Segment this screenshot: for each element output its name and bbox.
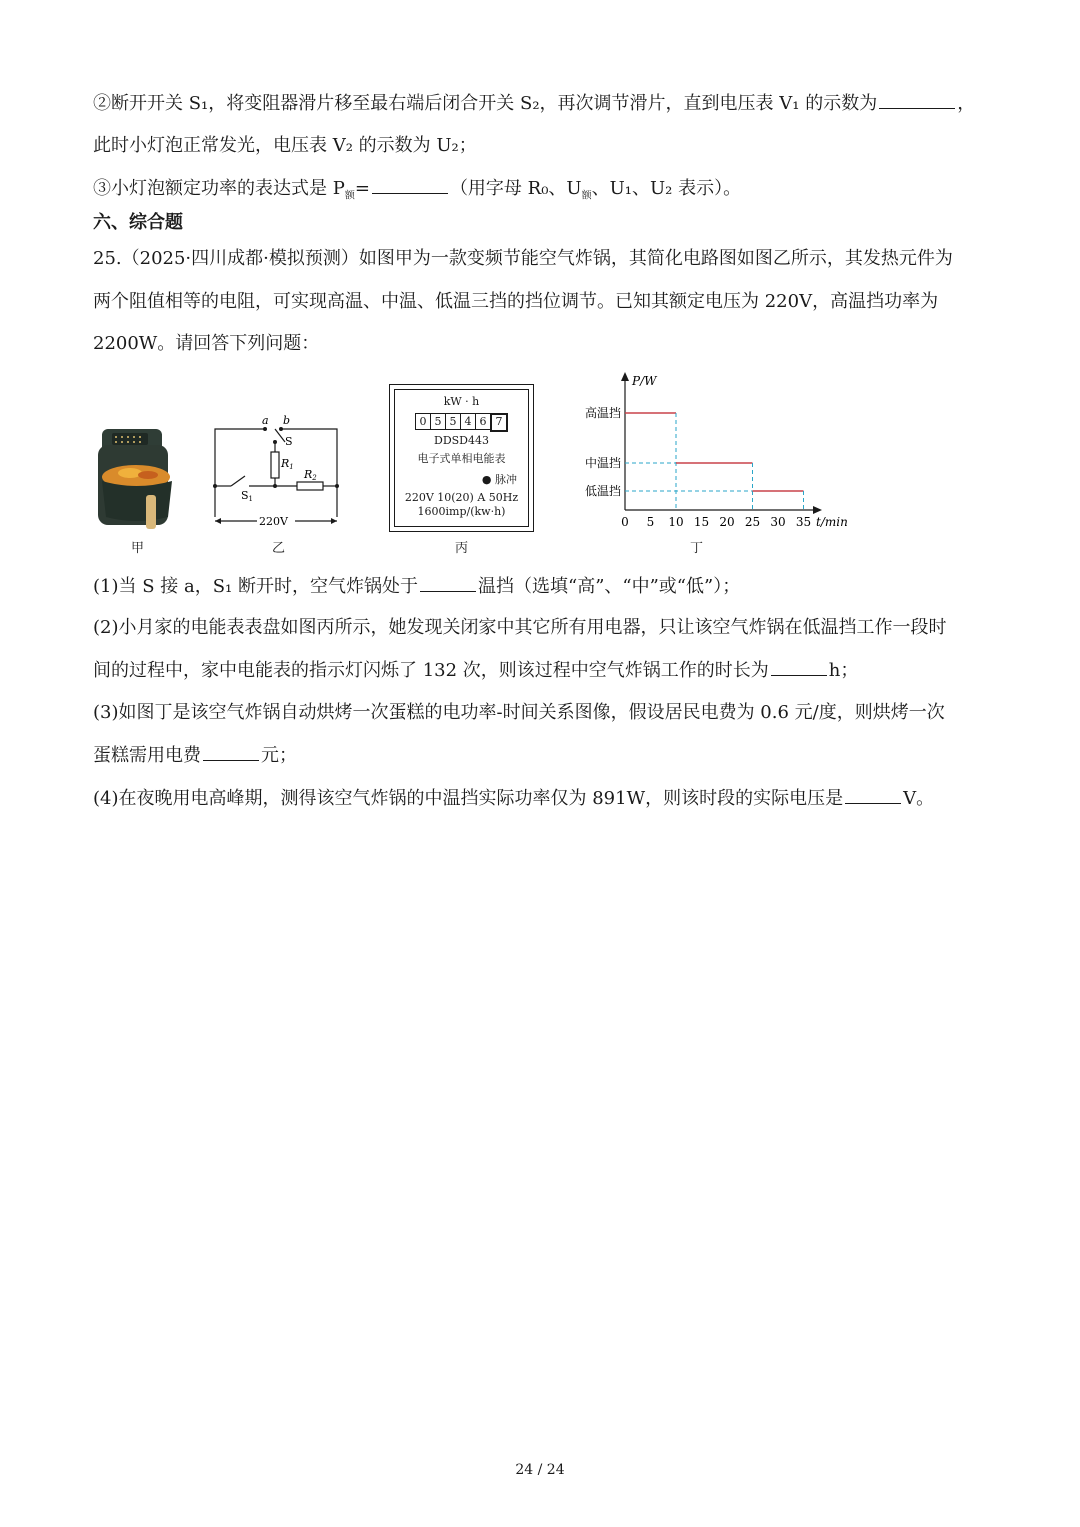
answer-blank-part2[interactable] bbox=[771, 659, 827, 676]
answer-blank-v1[interactable] bbox=[879, 92, 955, 109]
y-level-label: 低温挡 bbox=[584, 484, 621, 498]
q25-part2-line1: (2)小月家的电能表表盘如图丙所示，她发现关闭家中其它所有用电器，只让该空气炸锅在低温挡工作一段时 bbox=[93, 617, 947, 638]
y-axis-arrow bbox=[621, 372, 629, 381]
y-level-label: 高温挡 bbox=[584, 406, 621, 420]
page-number: 24 / 24 bbox=[515, 1462, 565, 1478]
caption-yi: 乙 bbox=[272, 541, 286, 556]
step3-sub2: 额 bbox=[581, 190, 592, 202]
part2-text-c: h； bbox=[828, 660, 859, 681]
x-tick-label: 30 bbox=[770, 515, 786, 529]
x-tick-label: 35 bbox=[795, 515, 812, 529]
circuit-label-s1: S1 bbox=[241, 489, 254, 503]
x-tick-label: 15 bbox=[693, 515, 710, 529]
part2-text-b: 间的过程中，家中电能表的指示灯闪烁了 132 次，则该过程中空气炸锅工作的时长为 bbox=[93, 660, 769, 681]
q25-part1 bbox=[93, 575, 740, 598]
power-time-chart bbox=[575, 370, 855, 532]
part1-text-b: 温挡（选填“高”、“中”或“低”）； bbox=[478, 576, 741, 597]
answer-blank-power[interactable] bbox=[372, 177, 448, 194]
y-level-label: 中温挡 bbox=[584, 456, 621, 470]
meter-pulse-indicator: ● 脉冲 bbox=[481, 473, 517, 486]
step3-eq: = bbox=[354, 178, 370, 199]
circuit-label-r2: R2 bbox=[304, 468, 317, 482]
meter-digit: 4 bbox=[460, 413, 476, 430]
line-step2-cont: 此时小灯泡正常发光，电压表 V₂ 的示数为 U₂； bbox=[93, 135, 477, 156]
circuit-label-b: b bbox=[283, 414, 291, 427]
answer-blank-part4[interactable] bbox=[845, 787, 901, 804]
meter-spec: 220V 10(20) A 50Hz bbox=[404, 491, 519, 504]
y-axis-label: P/W bbox=[632, 374, 657, 388]
step3-sub: 额 bbox=[344, 190, 355, 202]
step3-text-b: （用字母 R₀、U bbox=[449, 178, 582, 199]
meter-unit: kW · h bbox=[443, 395, 480, 408]
x-tick-label: 5 bbox=[646, 515, 655, 529]
line-step3 bbox=[93, 177, 741, 208]
caption-jia: 甲 bbox=[131, 541, 145, 556]
meter-digit: 5 bbox=[430, 413, 446, 430]
q25-line1: 25.（2025·四川成都·模拟预测）如图甲为一款变频节能空气炸锅，其简化电路图如图乙所示，其发热元件为 bbox=[93, 248, 953, 269]
x-axis-label: t/min bbox=[816, 515, 848, 529]
air-fryer-image bbox=[96, 425, 178, 530]
caption-ding: 丁 bbox=[690, 541, 704, 556]
q25-part3-line2 bbox=[93, 744, 297, 767]
part4-text-a: (4)在夜晚用电高峰期，测得该空气炸锅的中温挡实际功率仅为 891W，则该时段的实际电压是 bbox=[93, 788, 844, 809]
circuit-label-r1: R1 bbox=[281, 457, 294, 471]
q25-part3-line1: (3)如图丁是该空气炸锅自动烘烤一次蛋糕的电功率-时间关系图像，假设居民电费为 0.6 元/度，则烘烤一次 bbox=[93, 702, 945, 723]
q25-line3: 2200W。请回答下列问题： bbox=[93, 333, 320, 354]
step2-text: ②断开开关 S₁，将变阻器滑片移至最右端后闭合开关 S₂，再次调节滑片，直到电压表 V₁ 的示数为 bbox=[93, 93, 878, 114]
step2-end: ， bbox=[957, 93, 976, 114]
electricity-meter bbox=[389, 384, 534, 532]
meter-model: DDSD443 bbox=[434, 434, 489, 447]
part3-text-b: 蛋糕需用电费 bbox=[93, 745, 201, 766]
x-axis-arrow bbox=[813, 506, 822, 514]
meter-imp: 1600imp/(kw·h) bbox=[417, 505, 506, 518]
step3-text-c: 、U₁、U₂ 表示）。 bbox=[591, 178, 742, 199]
circuit-diagram bbox=[205, 412, 350, 532]
circuit-label-a: a bbox=[262, 414, 269, 427]
meter-digit: 5 bbox=[445, 413, 461, 430]
x-tick-label: 10 bbox=[668, 515, 684, 529]
line-step2 bbox=[93, 92, 975, 115]
x-tick-label: 0 bbox=[621, 515, 629, 529]
answer-blank-part3[interactable] bbox=[203, 744, 259, 761]
x-tick-label: 20 bbox=[719, 515, 735, 529]
q25-part2-line2 bbox=[93, 659, 858, 682]
part1-text-a: (1)当 S 接 a，S₁ 断开时，空气炸锅处于 bbox=[93, 576, 418, 597]
x-tick-label: 25 bbox=[744, 515, 761, 529]
meter-digits bbox=[415, 413, 508, 432]
q25-line2: 两个阻值相等的电阻，可实现高温、中温、低温三挡的挡位调节。已知其额定电压为 220V，高温挡功率为 bbox=[93, 291, 939, 312]
caption-bing: 丙 bbox=[455, 541, 469, 556]
answer-blank-part1[interactable] bbox=[420, 575, 476, 592]
section-heading: 六、综合题 bbox=[93, 212, 183, 233]
meter-digit-decimal: 7 bbox=[490, 413, 508, 432]
part4-text-b: V。 bbox=[903, 788, 935, 809]
meter-digit: 6 bbox=[475, 413, 491, 430]
step3-text-a: ③小灯泡额定功率的表达式是 P bbox=[93, 178, 345, 199]
meter-digit: 0 bbox=[415, 413, 431, 430]
q25-part4 bbox=[93, 787, 934, 810]
circuit-label-s: S bbox=[285, 435, 293, 448]
circuit-label-voltage: 220V bbox=[259, 515, 288, 528]
meter-name: 电子式单相电能表 bbox=[417, 452, 506, 465]
part3-text-c: 元； bbox=[261, 745, 297, 766]
